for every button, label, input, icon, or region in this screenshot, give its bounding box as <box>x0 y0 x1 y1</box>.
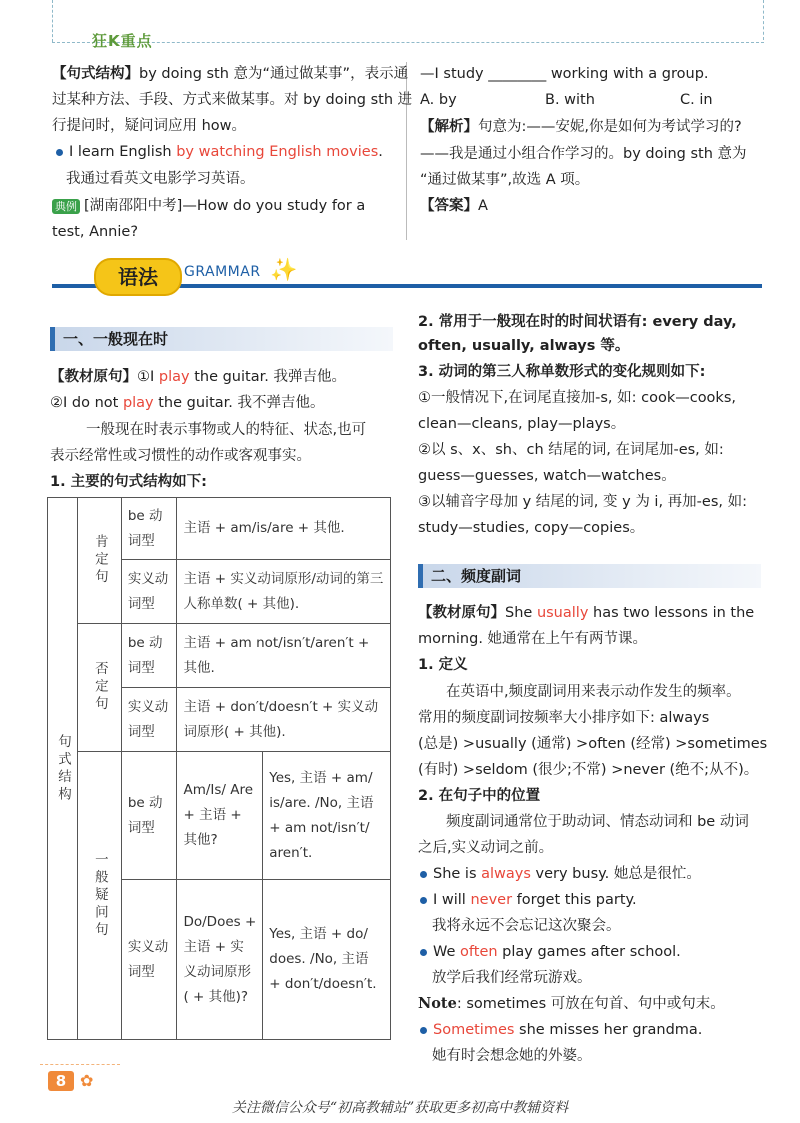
definition-text-3: (总是) >usually (通常) >often (经常) >sometimes <box>418 736 768 752</box>
example-tag: 典例 <box>52 199 80 214</box>
structure-line-1: 【句式结构】by doing sth 意为“通过做某事”，表示通 <box>52 66 409 82</box>
bullet-icon <box>420 949 427 956</box>
table-cell: Am/Is/ Are + 主语 + 其他? <box>177 752 263 880</box>
textbook-sentence-1: 【教材原句】①I play the guitar. 我弹吉他。 <box>50 369 346 385</box>
textbook-sentence-3: 【教材原句】She usually has two lessons in the <box>418 605 755 621</box>
definition-text-1: 在英语中,频度副词用来表示动作发生的频率。 <box>446 684 741 700</box>
definition-heading: 1. 定义 <box>418 657 468 673</box>
position-text-2: 之后,实义动词之前。 <box>418 840 554 856</box>
example-sometimes: Sometimes she misses her grandma. <box>420 1019 702 1041</box>
runner-icon: ✨ <box>270 258 298 283</box>
header-border <box>52 42 764 43</box>
exercise-question: 典例 [湖南邵阳中考]—How do you study for a <box>52 195 365 217</box>
footer-dash <box>40 1064 120 1065</box>
analysis-line-1: 【解析】句意为:——安妮,你是如何为考试学习的? <box>420 119 742 135</box>
option-c: C. in <box>680 92 713 108</box>
exercise-question-2: test, Annie? <box>52 224 139 240</box>
example-often: We often play games after school. <box>420 941 681 963</box>
table-cell: Do/Does + 主语 + 实义动词原形 ( + 其他)? <box>177 880 263 1040</box>
table-cell: 主语 + am/is/are + 其他. <box>177 498 391 560</box>
table-real-verb: 实义动词型 <box>121 880 177 1040</box>
table-be-verb: be 动词型 <box>121 498 177 560</box>
structure-heading: 1. 主要的句式结构如下: <box>50 474 207 490</box>
analysis-line-3: “通过做某事”,故选 A 项。 <box>420 172 590 188</box>
table-be-verb: be 动词型 <box>121 624 177 688</box>
definition-text-2: 常用的频度副词按频率大小排序如下: always <box>418 710 710 726</box>
table-be-verb: be 动词型 <box>121 752 177 880</box>
example-translation: 我通过看英文电影学习英语。 <box>66 171 255 187</box>
position-heading: 2. 在句子中的位置 <box>418 788 541 804</box>
bullet-icon <box>420 897 427 904</box>
footer-note: 关注微信公众号“初高教辅站”获取更多初高中教辅资料 <box>231 1100 569 1116</box>
table-real-verb: 实义动词型 <box>121 688 177 752</box>
structure-line-2: 过某种方法、手段、方式来做某事。对 by doing sth 进 <box>52 92 413 108</box>
header-border-left <box>52 0 53 42</box>
definition-text-4: (有时) >seldom (很少;不常) >never (绝不;从不)。 <box>418 762 759 778</box>
header-logo: 狂K重点 <box>92 32 153 50</box>
header-border-right <box>763 0 764 40</box>
example-never-cn: 我将永远不会忘记这次聚会。 <box>432 918 621 934</box>
option-b: B. with <box>545 92 595 108</box>
table-cell: 主语 + am not/isn′t/aren′t + 其他. <box>177 624 391 688</box>
table-question: 一般疑问句 <box>78 752 122 1040</box>
grammar-badge: 语法 <box>94 258 182 296</box>
structure-line-3: 行提问时，疑问词应用 how。 <box>52 118 247 134</box>
example-often-cn: 放学后我们经常玩游戏。 <box>432 970 592 986</box>
table-outer-label: 句式结构 <box>48 498 78 1040</box>
right-line-3: 3. 动词的第三人称单数形式的变化规则如下: <box>418 364 706 380</box>
right-line-9: study—studies, copy—copies。 <box>418 520 645 536</box>
example-sometimes-cn: 她有时会想念她的外婆。 <box>432 1048 592 1064</box>
example-always: She is always very busy. 她总是很忙。 <box>420 863 701 885</box>
bullet-icon <box>420 871 427 878</box>
example-sentence: I learn English by watching English movies. <box>56 141 383 163</box>
position-text-1: 频度副词通常位于助动词、情态动词和 be 动词 <box>446 814 749 830</box>
bullet-icon <box>56 149 63 156</box>
section-heading-1: 一、一般现在时 <box>50 327 393 351</box>
table-cell: 主语 + 实义动词原形/动词的第三人称单数( + 其他). <box>177 560 391 624</box>
table-cell: 主语 + don′t/doesn′t + 实义动词原形( + 其他). <box>177 688 391 752</box>
right-line-1: 2. 常用于一般现在时的时间状语有: every day, <box>418 314 737 330</box>
right-line-8: ③以辅音字母加 y 结尾的词, 变 y 为 i, 再加-es, 如: <box>418 494 747 510</box>
right-line-5: clean—cleans, play—plays。 <box>418 416 626 432</box>
right-line-2: often, usually, always 等。 <box>418 338 630 354</box>
page-number: 8 <box>48 1071 74 1091</box>
textbook-sentence-2: ②I do not play the guitar. 我不弹吉他。 <box>50 395 325 411</box>
exercise-blank: —I study ________ working with a group. <box>420 66 709 82</box>
flower-icon: ✿ <box>80 1071 94 1090</box>
example-never: I will never forget this party. <box>420 889 637 911</box>
table-cell: Yes, 主语 + do/ does. /No, 主语 + don′t/doesn′t. <box>263 880 391 1040</box>
table-negative: 否定句 <box>78 624 122 752</box>
table-affirmative: 肯定句 <box>78 498 122 624</box>
analysis-line-2: ——我是通过小组合作学习的。by doing sth 意为 <box>420 146 747 162</box>
grammar-word: GRAMMAR <box>184 264 261 280</box>
grammar-table <box>47 497 391 1040</box>
section-heading-2: 二、频度副词 <box>418 564 761 588</box>
note: Note: sometimes 可放在句首、句中或句末。 <box>418 995 725 1012</box>
table-cell: Yes, 主语 + am/ is/are. /No, 主语 + am not/isn′t/ aren′t. <box>263 752 391 880</box>
option-a: A. by <box>420 92 457 108</box>
table-real-verb: 实义动词型 <box>121 560 177 624</box>
definition-line-1: 一般现在时表示事物或人的特征、状态,也可 <box>86 422 367 438</box>
answer: 【答案】A <box>420 198 488 214</box>
right-line-4: ①一般情况下,在词尾直接加-s, 如: cook—cooks, <box>418 390 736 406</box>
definition-line-2: 表示经常性或习惯性的动作或客观事实。 <box>50 448 311 464</box>
right-line-6: ②以 s、x、sh、ch 结尾的词, 在词尾加-es, 如: <box>418 442 724 458</box>
right-line-7: guess—guesses, watch—watches。 <box>418 468 676 484</box>
bullet-icon <box>420 1027 427 1034</box>
textbook-translation: morning. 她通常在上午有两节课。 <box>418 631 648 647</box>
